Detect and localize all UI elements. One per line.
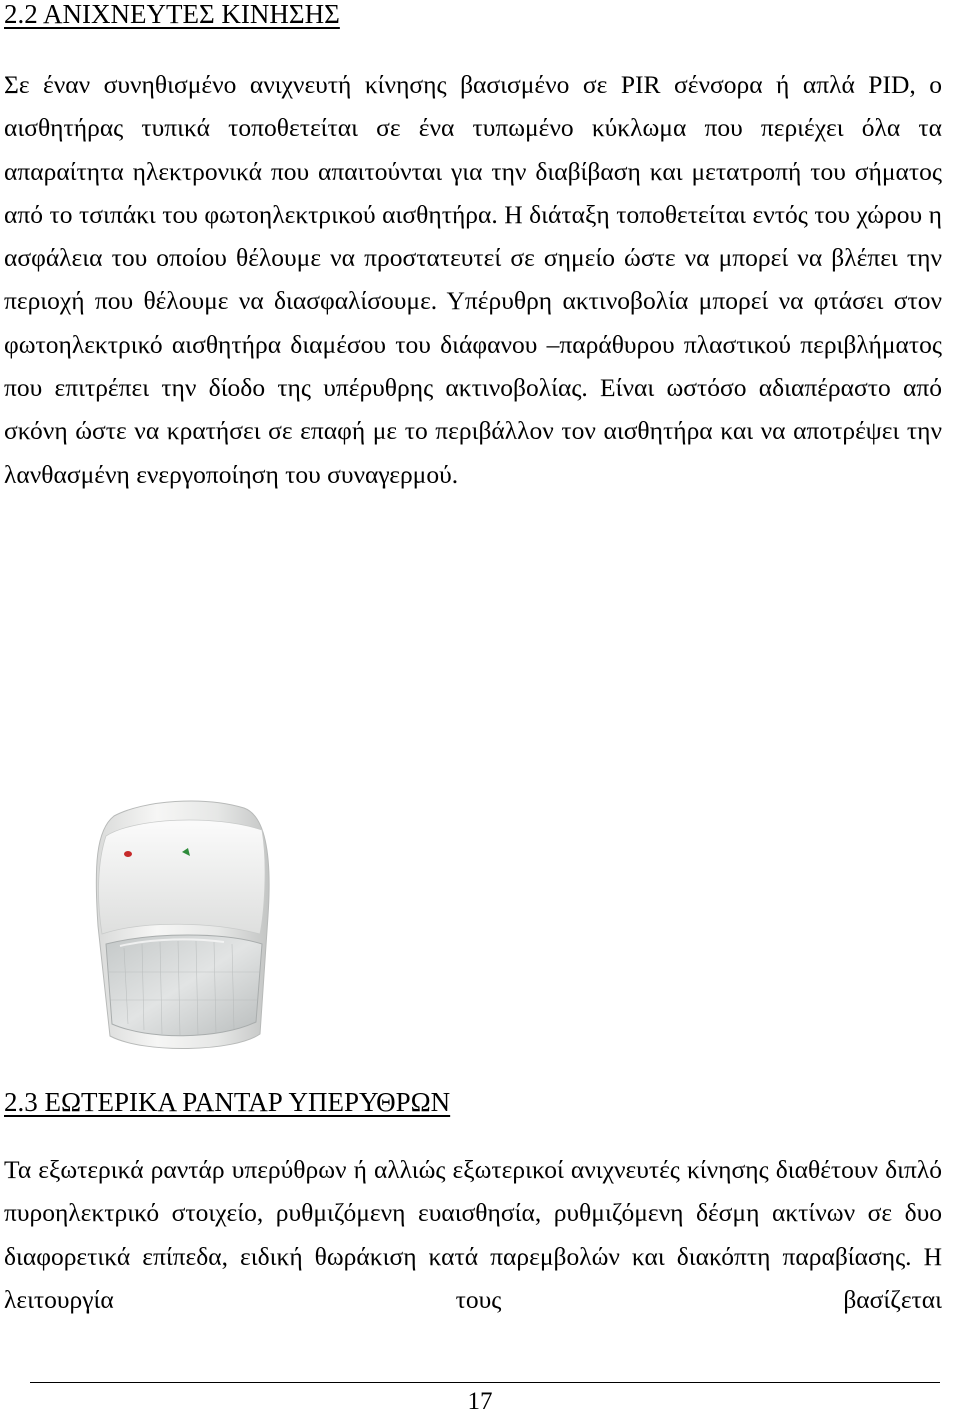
motion-sensor-image — [84, 796, 274, 1058]
footer-divider — [30, 1382, 940, 1383]
page-number: 17 — [467, 1388, 493, 1415]
red-led-icon — [124, 851, 132, 857]
section-heading-2-3: 2.3 ΕΩΤΕΡΙΚΑ ΡΑΝΤΑΡ ΥΠΕΡΥΘΡΩΝ — [4, 1087, 451, 1117]
section-heading-2-2: 2.2 ΑΝΙΧΝΕΥΤΕΣ ΚΙΝΗΣΗΣ — [4, 0, 340, 29]
section-paragraph-2-2: Σε έναν συνηθισμένο ανιχνευτή κίνησης βασισμένο σε PIR σένσορα ή απλά PID, ο αισθητήρας τυπικά τοποθετείται σε ένα τυπωμένο κύκλωμα που περιέχει όλα τα απαραίτητα ηλεκτρονικά που απαιτούνται για την διαβίβαση και μετατροπή του σήματος από το τσιπάκι του φωτοηλεκτρικού αισθητήρα. Η διάταξη τοποθετείται εντός του χώρου η ασφάλεια του οποίου θέλουμε να προστατευτεί σε σημείο ώστε να μπορεί να βλέπει την περιοχή που θέλουμε να διασφαλίσουμε. Υπέρυθρη ακτινοβολία μπορεί να φτάσει στον φωτοηλεκτρικό αισθητήρα διαμέσου του διάφανου –παράθυρου πλαστικού περιβλήματος που επιτρέπει την δίοδο της υπέρυθρης ακτινοβολίας. Είναι ωστόσο αδιαπέραστο από σκόνη ώστε να κρατήσει σε επαφή με το περιβάλλον τον αισθητήρα και να αποτρέψει την λανθασμένη ενεργοποίηση του συναγερμού. — [4, 70, 942, 489]
pir-motion-sensor-icon — [84, 796, 274, 1058]
section-paragraph-2-3: Τα εξωτερικά ραντάρ υπερύθρων ή αλλιώς εξωτερικοί ανιχνευτές κίνησης διαθέτουν διπλό πυροηλεκτρικό στοιχείο, ρυθμιζόμενη ευαισθησία, ρυθμιζόμενη δέσμη ακτίνων σε δυο διαφορετικά επίπεδα, ειδική θωράκιση κατά παρεμβολών και διακόπτη παραβίασης. Η λειτουργία τους βασίζεται — [4, 1155, 942, 1314]
